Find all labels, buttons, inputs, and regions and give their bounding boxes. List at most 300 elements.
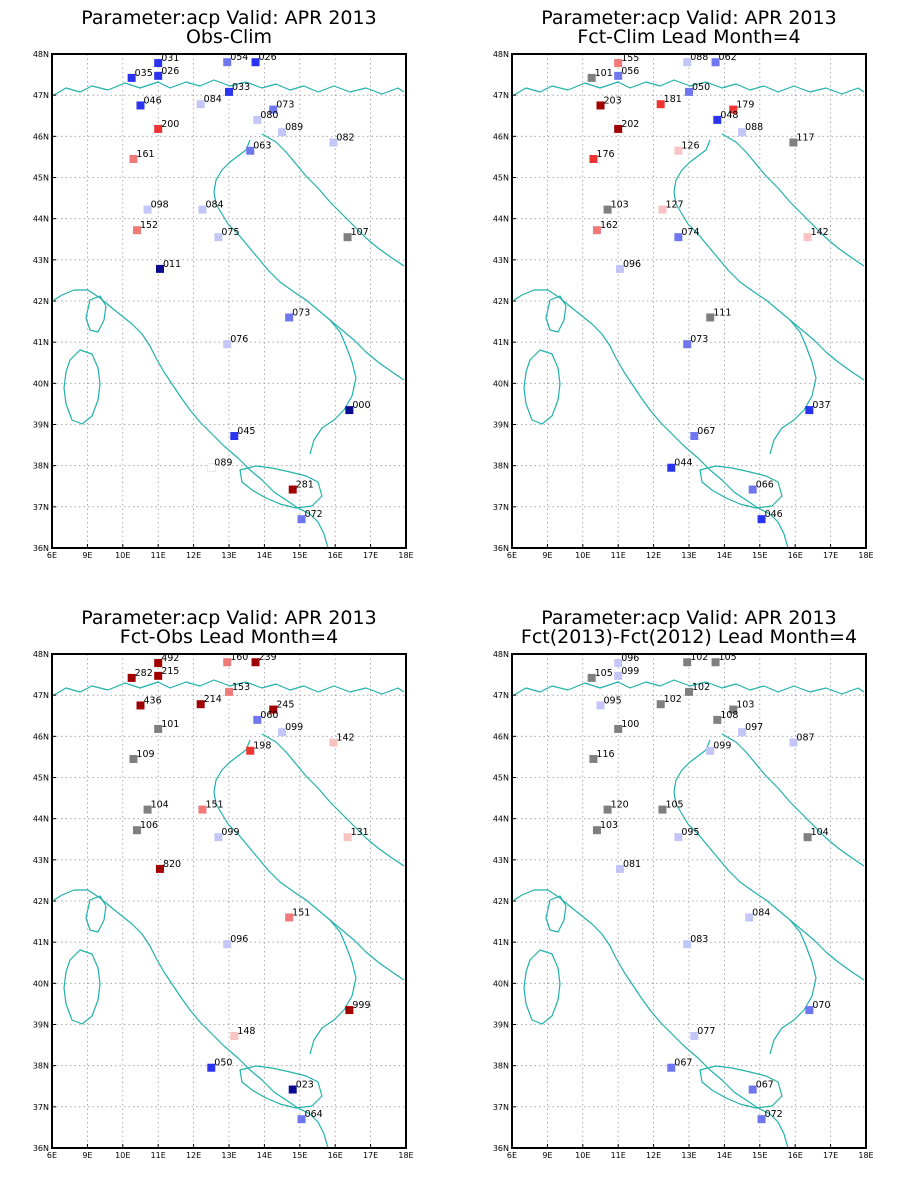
y-tick-label: 48N [492,50,509,59]
station-value-label: 105 [665,799,684,811]
station-value-label: 102 [692,681,711,693]
x-tick-label: 9E [542,1151,553,1160]
station-value-label: 011 [162,258,182,270]
station-value-label: 035 [134,67,153,79]
y-tick-label: 46N [492,132,509,142]
station-value-label: 152 [139,220,159,232]
station-marker [253,710,278,724]
station-marker [604,200,629,214]
station-value-label: 073 [276,99,295,111]
station-value-label: 056 [621,65,640,77]
y-tick-label: 46N [492,732,509,742]
station-value-label: 099 [713,740,732,752]
station-marker [738,722,763,736]
station-marker [344,827,369,841]
y-tick-label: 41N [32,938,49,948]
y-tick-label: 37N [32,502,49,512]
station-value-label: 067 [674,1057,693,1069]
station-marker [758,1109,783,1123]
y-tick-label: 45N [32,173,49,183]
station-value-label: 095 [681,827,700,839]
station-value-label: 060 [260,709,279,721]
station-marker [713,110,738,124]
station-value-label: 108 [720,709,739,721]
y-tick-label: 36N [32,1144,49,1153]
station-value-label: 082 [336,132,355,144]
station-value-label: 023 [295,1079,314,1091]
station-marker [230,426,255,440]
x-tick-label: 16E [327,551,343,560]
y-tick-label: 38N [32,461,49,471]
station-value-label: 072 [764,1109,783,1121]
station-value-label: 077 [697,1026,716,1038]
station-marker [616,259,641,273]
station-value-label: 089 [285,122,304,134]
station-value-label: 281 [295,479,314,491]
station-value-label: 101 [161,718,180,730]
station-value-label: 215 [161,665,180,677]
station-marker [223,334,248,348]
y-tick-label: 45N [492,773,509,783]
station-value-label: 073 [292,307,311,319]
station-marker [298,1109,323,1123]
station-value-label: 436 [143,695,162,707]
station-value-label: 080 [260,109,279,121]
x-tick-label: 10E [115,551,131,560]
station-marker [128,68,153,82]
y-tick-label: 47N [32,691,49,701]
station-marker [128,668,153,682]
station-value-label: 214 [203,694,222,706]
y-tick-label: 41N [492,938,509,948]
y-tick-label: 37N [492,502,509,512]
station-value-label: 067 [755,1079,774,1091]
y-tick-label: 42N [32,297,49,306]
x-tick-label: 6E [506,551,518,560]
station-marker [285,907,310,921]
x-tick-label: 18E [398,551,414,560]
station-markers [588,52,831,523]
station-marker [804,827,829,841]
map-panel-2 [493,7,874,560]
panel-title-line2: Fct(2013)-Fct(2012) Lead Month=4 [520,626,858,648]
station-value-label: 096 [230,934,249,946]
x-tick-label: 11E [150,1151,166,1160]
station-marker [713,710,738,724]
x-tick-label: 11E [610,551,626,560]
y-tick-label: 39N [492,420,509,430]
station-value-label: 198 [253,740,272,752]
y-tick-label: 38N [32,1061,49,1071]
station-marker [749,480,774,494]
station-value-label: 127 [665,199,684,211]
station-value-label: 148 [237,1026,256,1038]
station-value-label: 109 [136,748,155,760]
station-marker [329,133,354,147]
station-value-label: 066 [755,479,774,491]
station-marker [738,122,763,136]
station-value-label: 063 [253,140,272,152]
station-marker [230,1026,255,1040]
station-marker [589,149,614,163]
y-tick-label: 40N [32,979,49,989]
map-panel-3 [33,607,414,1160]
station-marker [706,741,731,755]
station-value-label: 072 [304,509,323,521]
station-value-label: 161 [136,148,155,160]
map-panel-1 [33,7,414,560]
x-tick-label: 10E [575,1151,591,1160]
x-tick-label: 13E [221,551,237,560]
y-tick-label: 38N [492,461,509,471]
station-marker [207,458,232,472]
station-marker [246,741,271,755]
station-marker [758,509,783,523]
station-marker [278,122,303,136]
station-markers [128,652,371,1123]
y-tick-label: 47N [492,691,509,701]
panel-title-line1: Parameter:acp Valid: APR 2013 [81,607,377,629]
station-value-label: 088 [745,122,764,134]
station-value-label: 492 [161,653,180,665]
x-tick-label: 14E [716,1151,733,1160]
y-tick-label: 48N [32,650,49,659]
station-marker [690,426,715,440]
y-tick-label: 40N [492,979,509,989]
station-value-label: 120 [610,799,629,811]
station-marker [657,94,682,108]
station-marker [289,1080,314,1094]
station-value-label: 081 [622,858,642,870]
station-value-label: 076 [230,334,249,346]
station-value-label: 062 [718,52,737,64]
y-tick-label: 38N [492,1061,509,1071]
station-value-label: 126 [681,140,700,152]
y-tick-label: 46N [32,732,49,742]
station-value-label: 103 [599,820,619,832]
station-markers [128,52,371,523]
x-tick-label: 12E [645,551,662,560]
y-tick-label: 48N [492,650,509,659]
station-value-label: 103 [610,199,629,211]
x-tick-label: 10E [575,551,591,560]
station-value-label: 037 [812,400,831,412]
station-marker [674,141,699,155]
station-value-label: 160 [230,652,249,664]
station-marker [667,1058,692,1072]
station-marker [225,682,250,696]
station-marker [156,259,181,273]
station-value-label: 106 [139,820,159,832]
x-tick-label: 13E [221,1151,237,1160]
station-value-label: 103 [736,699,755,711]
station-marker [197,694,222,708]
station-value-label: 099 [221,827,240,839]
station-value-label: 102 [663,694,682,706]
x-tick-label: 15E [752,1151,768,1160]
station-value-label: 117 [796,132,815,144]
station-value-label: 033 [232,81,251,93]
station-marker [223,934,248,948]
station-value-label: 105 [594,667,613,679]
y-tick-label: 37N [492,1102,509,1112]
station-value-label: 239 [258,652,277,664]
x-tick-label: 11E [610,1151,626,1160]
station-marker [588,668,613,682]
station-marker [137,95,162,109]
gridlines [52,54,406,548]
station-marker [745,907,770,921]
station-marker [133,220,158,234]
y-tick-label: 44N [32,214,49,224]
station-marker [144,200,169,214]
y-tick-label: 36N [492,544,509,553]
y-tick-label: 46N [32,132,49,142]
x-tick-label: 17E [822,1151,839,1160]
x-tick-label: 10E [115,1151,131,1160]
y-tick-label: 41N [32,338,49,348]
x-tick-label: 18E [398,1151,414,1160]
x-tick-label: 12E [185,1151,202,1160]
station-marker [667,458,692,472]
station-value-label: 200 [161,118,180,130]
station-marker [616,859,641,873]
station-value-label: 026 [258,52,277,64]
station-marker [214,827,239,841]
station-value-label: 096 [622,258,642,270]
y-tick-label: 43N [492,855,509,865]
station-value-label: 099 [621,665,640,677]
station-value-label: 131 [350,827,369,839]
x-tick-label: 13E [681,551,697,560]
station-marker [597,695,622,709]
station-value-label: 044 [674,457,693,469]
x-tick-label: 12E [185,551,202,560]
station-value-label: 088 [690,52,709,64]
station-marker [593,220,618,234]
y-tick-label: 42N [492,897,509,906]
station-marker [683,334,708,348]
station-marker [614,719,639,733]
y-tick-label: 44N [32,814,49,824]
station-value-label: 101 [594,67,613,79]
station-value-label: 116 [596,748,615,760]
x-tick-label: 14E [256,551,273,560]
station-value-label: 000 [352,400,371,412]
station-marker [298,509,323,523]
station-marker [614,119,639,133]
station-marker [133,820,158,834]
station-value-label: 089 [214,457,233,469]
gridlines [512,54,866,548]
station-value-label: 046 [764,509,783,521]
station-value-label: 820 [162,858,182,870]
y-tick-label: 44N [492,814,509,824]
station-value-label: 999 [352,1000,371,1012]
station-marker [593,820,618,834]
station-marker [156,859,181,873]
station-marker [329,733,354,747]
station-marker [197,94,222,108]
station-marker [154,119,179,133]
station-value-label: 084 [203,94,222,106]
panel-title-line2: Fct-Obs Lead Month=4 [119,626,339,648]
x-tick-label: 17E [362,551,379,560]
station-marker [706,307,731,321]
y-tick-label: 47N [32,91,49,101]
station-value-label: 179 [736,99,755,111]
station-value-label: 075 [221,227,240,239]
station-value-label: 162 [599,220,619,232]
station-marker [589,749,614,763]
y-tick-label: 39N [32,1020,49,1030]
station-marker [278,722,303,736]
y-tick-label: 42N [492,297,509,306]
station-value-label: 067 [697,426,716,438]
station-marker [804,227,829,241]
y-tick-label: 45N [32,773,49,783]
station-value-label: 151 [292,907,311,919]
station-value-label: 151 [205,799,224,811]
station-marker [674,227,699,241]
station-value-label: 098 [150,199,169,211]
y-tick-label: 43N [32,855,49,865]
y-tick-label: 47N [492,91,509,101]
x-tick-label: 16E [787,1151,803,1160]
station-marker [285,307,310,321]
station-marker [144,800,169,814]
station-value-label: 096 [621,653,640,665]
x-tick-label: 14E [716,551,733,560]
station-marker [246,141,271,155]
y-tick-label: 42N [32,897,49,906]
station-marker [597,95,622,109]
y-tick-label: 43N [32,255,49,265]
station-marker [129,149,154,163]
map-panel-4 [493,607,874,1160]
station-value-label: 087 [796,732,815,744]
x-tick-label: 15E [752,551,768,560]
gridlines [52,654,406,1148]
station-value-label: 282 [134,667,153,679]
station-value-label: 099 [285,722,304,734]
station-marker [344,227,369,241]
station-value-label: 104 [810,827,829,839]
station-marker [207,1058,232,1072]
y-tick-label: 37N [32,1102,49,1112]
y-tick-label: 45N [492,173,509,183]
station-marker [253,110,278,124]
station-value-label: 031 [161,53,180,65]
station-marker [657,694,682,708]
x-tick-label: 15E [292,1151,308,1160]
station-value-label: 107 [350,227,369,239]
y-tick-label: 39N [32,420,49,430]
y-tick-label: 40N [492,379,509,389]
x-tick-label: 16E [327,1151,343,1160]
x-tick-label: 6E [506,1151,518,1160]
station-value-label: 102 [690,652,709,664]
station-value-label: 045 [237,426,256,438]
panel-title-line2: Fct-Clim Lead Month=4 [577,26,801,48]
station-marker [137,695,162,709]
station-value-label: 050 [214,1057,233,1069]
station-value-label: 176 [596,148,615,160]
station-value-label: 084 [752,907,771,919]
station-marker [685,682,710,696]
station-marker [749,1080,774,1094]
station-value-label: 100 [621,718,640,730]
station-value-label: 073 [690,334,709,346]
station-value-label: 203 [603,95,622,107]
y-tick-label: 36N [32,544,49,553]
gridlines [512,654,866,1148]
station-value-label: 048 [720,109,739,121]
x-tick-label: 18E [858,551,874,560]
station-value-label: 153 [232,681,251,693]
y-tick-label: 41N [492,338,509,348]
station-value-label: 046 [143,95,162,107]
station-marker [604,800,629,814]
station-marker [588,68,613,82]
station-marker [690,1026,715,1040]
panel-title-line1: Parameter:acp Valid: APR 2013 [541,7,837,29]
x-tick-label: 16E [787,551,803,560]
station-value-label: 095 [603,695,622,707]
station-marker [289,480,314,494]
x-tick-label: 9E [82,551,93,560]
station-value-label: 083 [690,934,709,946]
station-value-label: 181 [663,94,682,106]
station-marker [154,719,179,733]
station-value-label: 105 [718,652,737,664]
y-tick-label: 39N [492,1020,509,1030]
station-marker [225,82,250,96]
panel-title-line1: Parameter:acp Valid: APR 2013 [541,607,837,629]
x-tick-label: 15E [292,551,308,560]
station-value-label: 097 [745,722,764,734]
x-tick-label: 6E [46,551,58,560]
station-value-label: 026 [161,65,180,77]
station-marker [683,934,708,948]
station-markers [588,652,831,1123]
y-tick-label: 43N [492,255,509,265]
station-value-label: 111 [713,307,732,319]
x-tick-label: 18E [858,1151,874,1160]
station-value-label: 245 [276,699,295,711]
station-marker [214,227,239,241]
y-tick-label: 48N [32,50,49,59]
station-marker [674,827,699,841]
x-tick-label: 9E [542,551,553,560]
station-value-label: 104 [150,799,169,811]
x-tick-label: 13E [681,1151,697,1160]
panel-title-line1: Parameter:acp Valid: APR 2013 [81,7,377,29]
panel-title-line2: Obs-Clim [185,26,273,48]
station-marker [789,133,814,147]
x-tick-label: 17E [362,1151,379,1160]
x-tick-label: 9E [82,1151,93,1160]
x-tick-label: 17E [822,551,839,560]
x-tick-label: 14E [256,1151,273,1160]
station-value-label: 064 [304,1109,323,1121]
x-tick-label: 12E [645,1151,662,1160]
station-value-label: 074 [681,227,700,239]
y-tick-label: 44N [492,214,509,224]
y-tick-label: 40N [32,379,49,389]
x-tick-label: 6E [46,1151,58,1160]
x-tick-label: 11E [150,551,166,560]
